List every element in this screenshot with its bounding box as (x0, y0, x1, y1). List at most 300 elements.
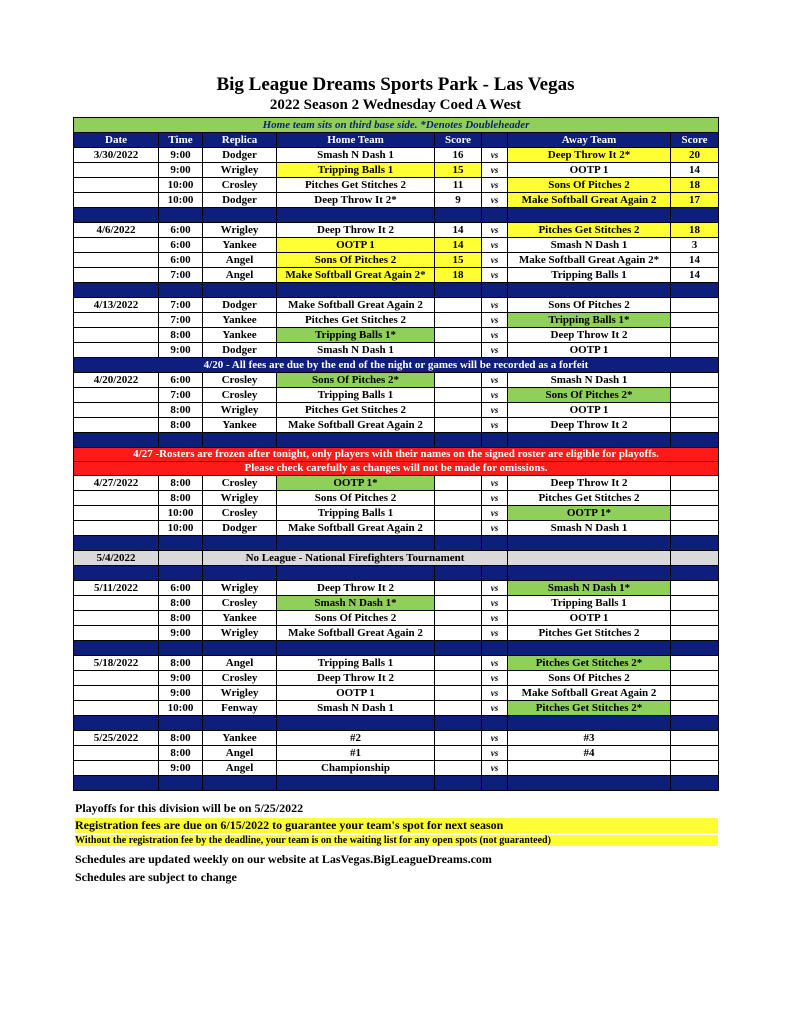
away-score-cell: 17 (671, 193, 719, 208)
date-cell (74, 761, 159, 776)
date-cell (74, 313, 159, 328)
away-score-cell: 18 (671, 178, 719, 193)
vs-cell: vs (482, 313, 508, 328)
vs-cell: vs (482, 626, 508, 641)
header-row (74, 133, 719, 148)
game-row (74, 148, 719, 163)
game-row (74, 313, 719, 328)
vs-cell: vs (482, 328, 508, 343)
game-row (74, 581, 719, 596)
home-score-cell (435, 388, 482, 403)
away-team-cell: Pitches Get Stitches 2 (508, 223, 671, 238)
field-cell: Yankee (203, 313, 277, 328)
vs-cell: vs (482, 671, 508, 686)
vs-cell: vs (482, 298, 508, 313)
time-cell: 10:00 (159, 701, 203, 716)
away-team-cell: Make Softball Great Again 2* (508, 253, 671, 268)
game-row (74, 656, 719, 671)
game-row (74, 761, 719, 776)
week-divider (74, 716, 719, 731)
home-team-cell: OOTP 1 (277, 238, 435, 253)
date-cell (74, 701, 159, 716)
away-score-cell (671, 701, 719, 716)
away-score-cell (671, 671, 719, 686)
vs-cell: vs (482, 596, 508, 611)
away-team-cell: Deep Throw It 2 (508, 476, 671, 491)
away-team-cell: OOTP 1 (508, 343, 671, 358)
away-score-cell: 14 (671, 163, 719, 178)
time-cell: 6:00 (159, 253, 203, 268)
date-cell: 5/4/2022 (74, 551, 159, 566)
home-score-cell: 14 (435, 238, 482, 253)
home-team-cell: Tripping Balls 1 (277, 656, 435, 671)
away-team-cell: Smash N Dash 1 (508, 521, 671, 536)
field-cell: Crosley (203, 596, 277, 611)
home-team-cell: Make Softball Great Again 2 (277, 298, 435, 313)
time-cell: 10:00 (159, 193, 203, 208)
week-divider (74, 433, 719, 448)
field-cell: Crosley (203, 388, 277, 403)
away-score-cell (671, 521, 719, 536)
field-cell: Crosley (203, 476, 277, 491)
away-team-cell: OOTP 1 (508, 611, 671, 626)
date-cell (74, 746, 159, 761)
away-score-cell (671, 491, 719, 506)
home-score-cell (435, 491, 482, 506)
game-row (74, 343, 719, 358)
home-team-cell: #2 (277, 731, 435, 746)
away-score-cell (671, 611, 719, 626)
home-team-cell: Tripping Balls 1 (277, 388, 435, 403)
time-cell: 7:00 (159, 313, 203, 328)
date-cell: 4/27/2022 (74, 476, 159, 491)
field-cell: Dodger (203, 343, 277, 358)
time-cell: 9:00 (159, 148, 203, 163)
away-team-cell: Deep Throw It 2 (508, 418, 671, 433)
home-score-cell (435, 418, 482, 433)
home-team-cell: Tripping Balls 1 (277, 163, 435, 178)
vs-cell: vs (482, 701, 508, 716)
home-score-cell (435, 686, 482, 701)
home-team-cell: OOTP 1 (277, 686, 435, 701)
home-score-cell (435, 671, 482, 686)
time-cell: 6:00 (159, 223, 203, 238)
away-score-cell: 3 (671, 238, 719, 253)
away-score-cell (671, 313, 719, 328)
time-cell: 9:00 (159, 686, 203, 701)
home-team-cell: Make Softball Great Again 2 (277, 521, 435, 536)
date-cell (74, 418, 159, 433)
away-team-cell: Pitches Get Stitches 2 (508, 491, 671, 506)
header-time: Time (159, 133, 203, 148)
away-score-cell (671, 388, 719, 403)
away-score-cell (671, 403, 719, 418)
time-cell: 8:00 (159, 746, 203, 761)
vs-cell: vs (482, 521, 508, 536)
field-cell: Yankee (203, 238, 277, 253)
home-score-cell: 14 (435, 223, 482, 238)
away-score-cell (671, 731, 719, 746)
time-cell: 7:00 (159, 298, 203, 313)
away-score-cell (671, 626, 719, 641)
field-cell: Wrigley (203, 581, 277, 596)
away-team-cell: Smash N Dash 1 (508, 238, 671, 253)
date-cell (74, 268, 159, 283)
time-cell: 8:00 (159, 731, 203, 746)
away-team-cell: Tripping Balls 1 (508, 268, 671, 283)
game-row (74, 476, 719, 491)
away-team-cell: Tripping Balls 1 (508, 596, 671, 611)
vs-cell: vs (482, 731, 508, 746)
game-row (74, 731, 719, 746)
date-cell (74, 626, 159, 641)
time-cell: 8:00 (159, 403, 203, 418)
away-team-cell: Make Softball Great Again 2 (508, 193, 671, 208)
game-row (74, 521, 719, 536)
home-score-cell (435, 313, 482, 328)
home-team-cell: Championship (277, 761, 435, 776)
field-cell: Wrigley (203, 163, 277, 178)
vs-cell: vs (482, 418, 508, 433)
away-team-cell: Smash N Dash 1 (508, 373, 671, 388)
time-cell: 9:00 (159, 163, 203, 178)
game-row (74, 253, 719, 268)
away-team-cell: Sons Of Pitches 2 (508, 178, 671, 193)
away-score-cell (671, 761, 719, 776)
vs-cell: vs (482, 611, 508, 626)
field-cell: Angel (203, 746, 277, 761)
home-team-cell: Smash N Dash 1 (277, 148, 435, 163)
field-cell: Crosley (203, 373, 277, 388)
date-cell: 5/11/2022 (74, 581, 159, 596)
week-divider (74, 566, 719, 581)
home-score-cell (435, 656, 482, 671)
time-cell: 8:00 (159, 476, 203, 491)
time-cell: 7:00 (159, 388, 203, 403)
header-home-score: Score (435, 133, 482, 148)
waiting-list-note: Without the registration fee by the deadline, your team is on the waiting list for any open spots (not guaranteed) (75, 835, 718, 846)
vs-cell: vs (482, 388, 508, 403)
away-score-cell (671, 581, 719, 596)
time-cell: 6:00 (159, 581, 203, 596)
time-cell: 8:00 (159, 596, 203, 611)
home-score-cell (435, 581, 482, 596)
away-score-cell: 20 (671, 148, 719, 163)
game-row (74, 418, 719, 433)
date-cell (74, 686, 159, 701)
field-cell: Fenway (203, 701, 277, 716)
date-cell: 3/30/2022 (74, 148, 159, 163)
game-row (74, 671, 719, 686)
week-divider (74, 283, 719, 298)
week-divider (74, 641, 719, 656)
field-cell: Angel (203, 656, 277, 671)
home-score-cell: 18 (435, 268, 482, 283)
no-league-row (74, 551, 719, 566)
home-score-cell (435, 761, 482, 776)
away-score-cell: 14 (671, 268, 719, 283)
time-cell: 8:00 (159, 328, 203, 343)
time-cell: 6:00 (159, 238, 203, 253)
field-cell: Yankee (203, 611, 277, 626)
home-score-cell (435, 343, 482, 358)
home-team-cell: Pitches Get Stitches 2 (277, 403, 435, 418)
time-cell: 8:00 (159, 491, 203, 506)
time-cell: 10:00 (159, 506, 203, 521)
time-cell: 9:00 (159, 671, 203, 686)
away-team-cell: Sons Of Pitches 2* (508, 388, 671, 403)
vs-cell: vs (482, 373, 508, 388)
date-cell (74, 596, 159, 611)
header-vs (482, 133, 508, 148)
date-cell (74, 506, 159, 521)
vs-cell: vs (482, 238, 508, 253)
fees-notice: 4/20 - All fees are due by the end of the night or games will be recorded as a forfeit (74, 358, 719, 373)
date-cell (74, 328, 159, 343)
header-away-score: Score (671, 133, 719, 148)
date-cell (74, 403, 159, 418)
game-row (74, 238, 719, 253)
date-cell: 4/6/2022 (74, 223, 159, 238)
home-score-cell: 15 (435, 253, 482, 268)
away-team-cell: Pitches Get Stitches 2 (508, 626, 671, 641)
subject-to-change-note: Schedules are subject to change (75, 870, 237, 884)
game-row (74, 328, 719, 343)
time-cell: 9:00 (159, 626, 203, 641)
vs-cell: vs (482, 163, 508, 178)
home-score-cell (435, 298, 482, 313)
field-cell: Angel (203, 761, 277, 776)
away-team-cell (508, 761, 671, 776)
date-cell (74, 253, 159, 268)
away-team-cell: Pitches Get Stitches 2* (508, 701, 671, 716)
home-score-cell (435, 476, 482, 491)
away-score-cell (671, 656, 719, 671)
home-team-cell: Pitches Get Stitches 2 (277, 313, 435, 328)
field-cell: Crosley (203, 506, 277, 521)
away-score-cell (671, 298, 719, 313)
date-cell (74, 521, 159, 536)
home-team-cell: Make Softball Great Again 2 (277, 418, 435, 433)
registration-note: Registration fees are due on 6/15/2022 to guarantee your team's spot for next season (75, 818, 718, 833)
header-home-team: Home Team (277, 133, 435, 148)
schedule-table (73, 117, 719, 791)
time-cell: 10:00 (159, 178, 203, 193)
home-team-cell: Sons Of Pitches 2* (277, 373, 435, 388)
time-cell: 8:00 (159, 656, 203, 671)
vs-cell: vs (482, 581, 508, 596)
home-team-cell: Deep Throw It 2* (277, 193, 435, 208)
week-divider (74, 536, 719, 551)
home-team-cell: Deep Throw It 2 (277, 671, 435, 686)
away-team-cell: Deep Throw It 2 (508, 328, 671, 343)
vs-cell: vs (482, 686, 508, 701)
vs-cell: vs (482, 491, 508, 506)
game-row (74, 268, 719, 283)
date-cell (74, 671, 159, 686)
away-team-cell: Tripping Balls 1* (508, 313, 671, 328)
home-score-cell (435, 701, 482, 716)
field-cell: Wrigley (203, 686, 277, 701)
away-team-cell: Sons Of Pitches 2 (508, 671, 671, 686)
away-score-cell: 14 (671, 253, 719, 268)
field-cell: Dodger (203, 193, 277, 208)
header-replica: Replica (203, 133, 277, 148)
date-cell (74, 178, 159, 193)
away-team-cell: Make Softball Great Again 2 (508, 686, 671, 701)
game-row (74, 373, 719, 388)
home-score-cell (435, 521, 482, 536)
away-score-cell (671, 506, 719, 521)
time-cell: 8:00 (159, 611, 203, 626)
vs-cell: vs (482, 223, 508, 238)
home-team-cell: Sons Of Pitches 2 (277, 611, 435, 626)
roster-notice-line1: 4/27 -Rosters are frozen after tonight, only players with their names on the signed roster are eligible for playoffs. (74, 448, 719, 462)
home-team-cell: Deep Throw It 2 (277, 223, 435, 238)
roster-notice-row (74, 462, 719, 476)
vs-cell: vs (482, 403, 508, 418)
vs-cell: vs (482, 656, 508, 671)
away-team-cell: Sons Of Pitches 2 (508, 298, 671, 313)
field-cell: Angel (203, 268, 277, 283)
game-row (74, 388, 719, 403)
time-cell: 10:00 (159, 521, 203, 536)
week-divider (74, 776, 719, 791)
home-team-cell: Tripping Balls 1 (277, 506, 435, 521)
home-note-row (74, 118, 719, 133)
home-score-cell (435, 506, 482, 521)
home-score-cell: 16 (435, 148, 482, 163)
home-score-cell (435, 328, 482, 343)
away-team-cell: OOTP 1 (508, 163, 671, 178)
field-cell: Wrigley (203, 403, 277, 418)
game-row (74, 701, 719, 716)
game-row (74, 298, 719, 313)
game-row (74, 193, 719, 208)
field-cell: Wrigley (203, 491, 277, 506)
field-cell: Crosley (203, 671, 277, 686)
field-cell: Dodger (203, 521, 277, 536)
vs-cell: vs (482, 148, 508, 163)
home-team-cell: Smash N Dash 1* (277, 596, 435, 611)
game-row (74, 223, 719, 238)
field-cell: Yankee (203, 731, 277, 746)
home-score-cell: 9 (435, 193, 482, 208)
vs-cell: vs (482, 253, 508, 268)
field-cell: Yankee (203, 418, 277, 433)
home-team-cell: Make Softball Great Again 2 (277, 626, 435, 641)
field-cell: Dodger (203, 148, 277, 163)
home-note: Home team sits on third base side. *Denotes Doubleheader (74, 118, 719, 133)
time-cell: 6:00 (159, 373, 203, 388)
game-row (74, 686, 719, 701)
date-cell: 5/18/2022 (74, 656, 159, 671)
field-cell: Crosley (203, 178, 277, 193)
header-date: Date (74, 133, 159, 148)
vs-cell: vs (482, 476, 508, 491)
date-cell: 5/25/2022 (74, 731, 159, 746)
away-team-cell: #3 (508, 731, 671, 746)
home-team-cell: Pitches Get Stitches 2 (277, 178, 435, 193)
game-row (74, 611, 719, 626)
game-row (74, 163, 719, 178)
fees-notice-row (74, 358, 719, 373)
vs-cell: vs (482, 268, 508, 283)
vs-cell: vs (482, 343, 508, 358)
home-team-cell: Deep Throw It 2 (277, 581, 435, 596)
vs-cell: vs (482, 506, 508, 521)
away-score-cell (671, 746, 719, 761)
playoffs-note: Playoffs for this division will be on 5/25/2022 (75, 801, 304, 815)
away-team-cell: Smash N Dash 1* (508, 581, 671, 596)
header-away-team: Away Team (508, 133, 671, 148)
home-team-cell: Sons Of Pitches 2 (277, 491, 435, 506)
game-row (74, 626, 719, 641)
page-subtitle: 2022 Season 2 Wednesday Coed A West (269, 97, 522, 113)
home-team-cell: OOTP 1* (277, 476, 435, 491)
page-title: Big League Dreams Sports Park - Las Vegas (216, 74, 575, 95)
date-cell (74, 611, 159, 626)
home-team-cell: Smash N Dash 1 (277, 343, 435, 358)
home-score-cell (435, 596, 482, 611)
time-cell: 9:00 (159, 343, 203, 358)
time-cell: 7:00 (159, 268, 203, 283)
home-score-cell (435, 626, 482, 641)
home-score-cell: 11 (435, 178, 482, 193)
away-team-cell: OOTP 1* (508, 506, 671, 521)
week-divider (74, 208, 719, 223)
roster-notice-line2: Please check carefully as changes will not be made for omissions. (74, 462, 719, 476)
home-team-cell: Smash N Dash 1 (277, 701, 435, 716)
game-row (74, 506, 719, 521)
away-team-cell: Deep Throw It 2* (508, 148, 671, 163)
away-score-cell (671, 328, 719, 343)
home-score-cell: 15 (435, 163, 482, 178)
field-cell: Wrigley (203, 626, 277, 641)
date-cell (74, 193, 159, 208)
website-note: Schedules are updated weekly on our website at LasVegas.BigLeagueDreams.com (75, 852, 492, 866)
away-team-cell: OOTP 1 (508, 403, 671, 418)
home-score-cell (435, 611, 482, 626)
game-row (74, 491, 719, 506)
date-cell: 4/13/2022 (74, 298, 159, 313)
field-cell: Dodger (203, 298, 277, 313)
date-cell (74, 491, 159, 506)
away-score-cell (671, 418, 719, 433)
home-team-cell: Make Softball Great Again 2* (277, 268, 435, 283)
game-row (74, 178, 719, 193)
field-cell: Wrigley (203, 223, 277, 238)
field-cell: Angel (203, 253, 277, 268)
away-score-cell (671, 686, 719, 701)
away-score-cell: 18 (671, 223, 719, 238)
away-team-cell: #4 (508, 746, 671, 761)
home-score-cell (435, 373, 482, 388)
date-cell (74, 163, 159, 178)
home-score-cell (435, 403, 482, 418)
away-score-cell (671, 343, 719, 358)
away-score-cell (671, 596, 719, 611)
home-team-cell: #1 (277, 746, 435, 761)
date-cell (74, 388, 159, 403)
away-score-cell (671, 373, 719, 388)
vs-cell: vs (482, 193, 508, 208)
home-team-cell: Sons Of Pitches 2 (277, 253, 435, 268)
vs-cell: vs (482, 746, 508, 761)
date-cell (74, 343, 159, 358)
game-row (74, 596, 719, 611)
roster-notice-row (74, 448, 719, 462)
